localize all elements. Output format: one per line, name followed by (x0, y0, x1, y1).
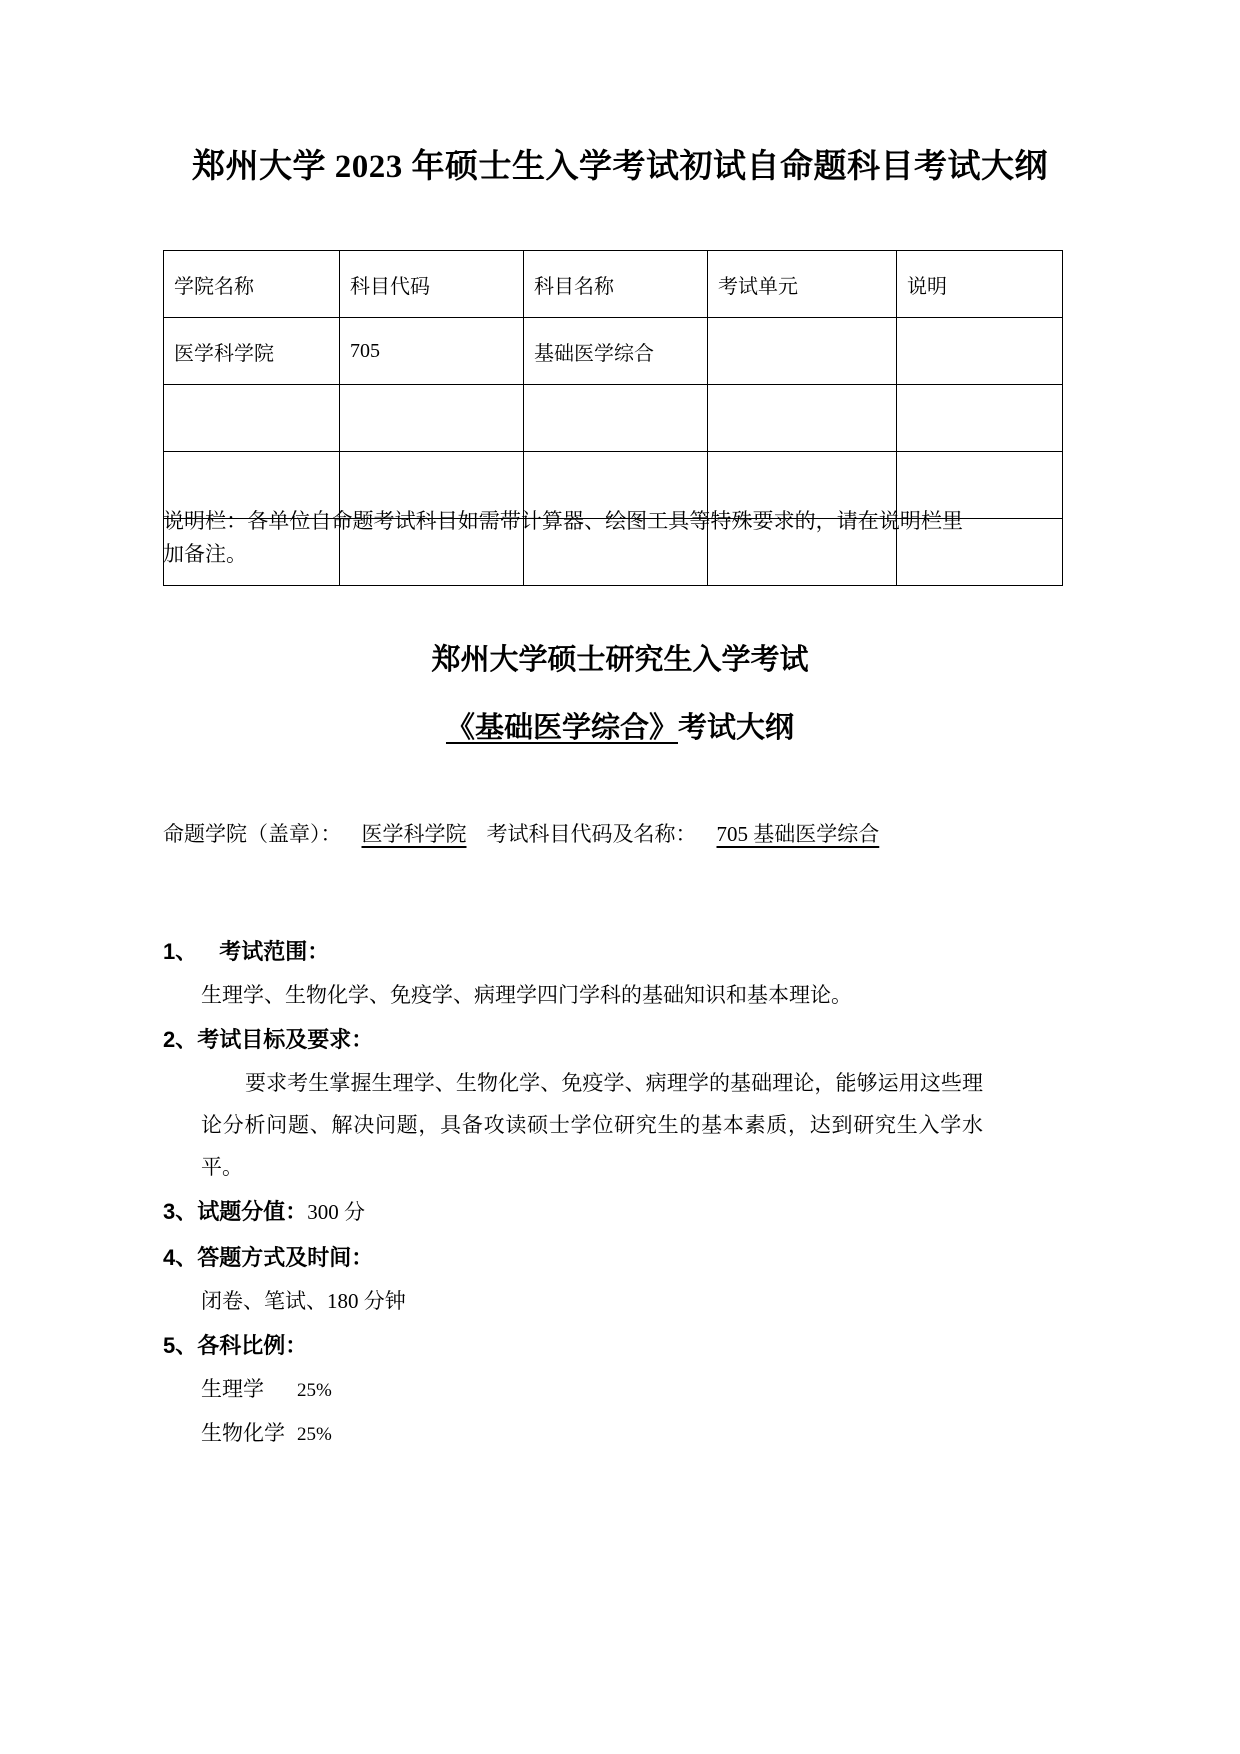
section-heading (163, 930, 983, 974)
ratio-subject: 生物化学 (201, 1421, 285, 1445)
subject-code-label: 考试科目代码及名称： (486, 822, 697, 846)
table-cell (897, 385, 1063, 452)
section-exam-scope (163, 930, 983, 1016)
section-number: 4、 (163, 1245, 198, 1270)
exam-syllabus-heading (0, 630, 1240, 758)
ratio-item (163, 1368, 983, 1412)
section-body: 要求考生掌握生理学、生物化学、免疫学、病理学的基础理论，能够运用这些理论分析问题、解决问题，具备攻读硕士学位研究生的基本素质，达到研究生入学水平。 (201, 1071, 983, 1179)
section-body: 生理学、生物化学、免疫学、病理学四门学科的基础知识和基本理论。 (201, 983, 852, 1007)
school-and-code-line (163, 818, 983, 848)
section-heading (163, 1236, 983, 1280)
section-title: 考试目标及要求： (197, 1027, 374, 1052)
ratio-percent: 25% (297, 1380, 332, 1401)
table-cell: 基础医学综合 (524, 318, 708, 385)
table-cell: 705 (340, 318, 524, 385)
table-header-cell: 说明 (897, 251, 1063, 318)
page-title: 郑州大学 2023 年硕士生入学考试初试自命题科目考试大纲 (192, 149, 1048, 185)
section-number: 1、 (163, 939, 198, 964)
table-cell: 医学科学院 (164, 318, 340, 385)
table-header-cell: 考试单元 (708, 251, 897, 318)
table-header-row (164, 251, 1063, 318)
table-cell (708, 318, 897, 385)
section-body: 闭卷、笔试、180 分钟 (201, 1289, 406, 1313)
heading-syllabus-suffix: 考试大纲 (678, 712, 795, 744)
table-cell (164, 385, 340, 452)
heading-university-exam: 郑州大学硕士研究生入学考试 (431, 644, 809, 676)
ratio-item (163, 1412, 983, 1456)
subject-code-value: 705 基础医学综合 (716, 822, 880, 846)
section-title: 答题方式及时间： (197, 1245, 374, 1270)
section-title: 试题分值： (197, 1199, 308, 1224)
ratio-subject: 生理学 (201, 1377, 264, 1401)
table-header-cell: 学院名称 (164, 251, 340, 318)
heading-subject-syllabus (0, 698, 1240, 758)
table-header-cell: 科目代码 (340, 251, 524, 318)
table-header-cell: 科目名称 (524, 251, 708, 318)
heading-subject-name: 《基础医学综合》 (445, 712, 678, 744)
table-cell (708, 385, 897, 452)
table-cell (524, 385, 708, 452)
ratio-percent: 25% (297, 1424, 332, 1445)
section-exam-goals (163, 1018, 983, 1188)
section-answer-mode (163, 1236, 983, 1322)
section-heading (163, 1190, 983, 1234)
section-title: 各科比例： (197, 1333, 308, 1358)
table-cell (340, 385, 524, 452)
table-cell (897, 318, 1063, 385)
section-number: 5、 (163, 1333, 198, 1358)
table-row (164, 318, 1063, 385)
section-inline-value: 300 分 (307, 1200, 366, 1224)
section-total-score (163, 1190, 983, 1234)
syllabus-content (163, 930, 983, 1458)
school-label: 命题学院（盖章）： (163, 822, 342, 846)
section-heading (163, 1324, 983, 1368)
school-value: 医学科学院 (361, 822, 467, 846)
table-row (164, 385, 1063, 452)
section-heading (163, 1018, 983, 1062)
section-number: 2、 (163, 1027, 198, 1052)
section-number: 3、 (163, 1199, 198, 1224)
section-title: 考试范围： (219, 939, 330, 964)
section-subject-ratios (163, 1324, 983, 1456)
table-note: 说明栏：各单位自命题考试科目如需带计算器、绘图工具等特殊要求的，请在说明栏里加备注。 (163, 509, 963, 566)
